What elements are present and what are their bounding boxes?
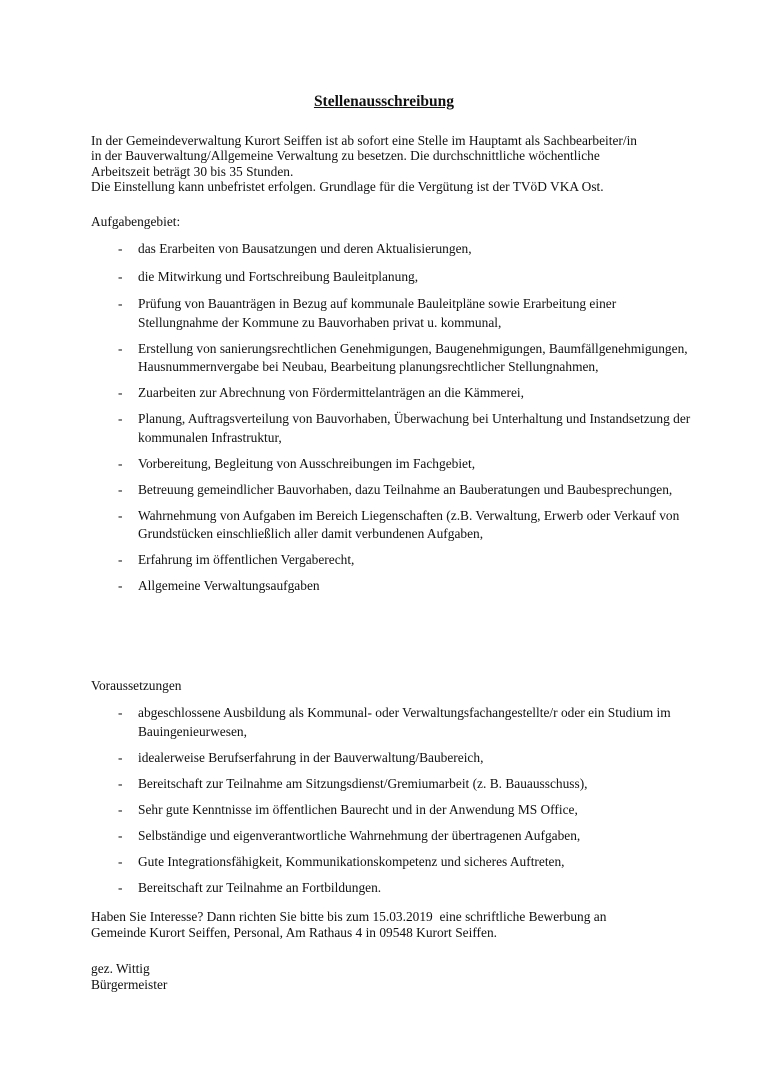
- closing-line: Gemeinde Kurort Seiffen, Personal, Am Rathaus 4 in 09548 Kurort Seiffen.: [91, 924, 497, 940]
- list-item: [91, 507, 691, 544]
- list-item: [91, 410, 691, 447]
- list-item: [91, 704, 691, 741]
- list-item: [91, 827, 691, 846]
- list-item-text: Prüfung von Bauanträgen in Bezug auf kommunale Bauleitpläne sowie Erarbeitung einer Stellungnahme der Kommune zu Bauvorhaben privat u. kommunal,: [138, 296, 617, 330]
- tasks-list: [91, 240, 691, 603]
- intro-paragraph: [91, 133, 711, 194]
- bullet-dash: -: [118, 749, 123, 765]
- list-item-text: Sehr gute Kenntnisse im öffentlichen Baurecht und in der Anwendung MS Office,: [138, 801, 578, 817]
- list-item: [91, 455, 691, 474]
- closing-line: Haben Sie Interesse? Dann richten Sie bitte bis zum 15.03.2019 eine schriftliche Bewerbung an: [91, 909, 607, 924]
- bullet-dash: -: [118, 879, 123, 895]
- list-item: [91, 749, 691, 768]
- bullet-dash: -: [118, 481, 123, 497]
- list-item-text: die Mitwirkung und Fortschreibung Bauleitplanung,: [138, 268, 419, 284]
- list-item-text: Planung, Auftragsverteilung von Bauvorhaben, Überwachung bei Unterhaltung und Instandsetzung der kommunalen Infrastruktur,: [138, 411, 691, 445]
- intro-line: in der Bauverwaltung/Allgemeine Verwaltung zu besetzen. Die durchschnittliche wöchentliche: [91, 148, 600, 164]
- bullet-dash: -: [118, 411, 123, 426]
- list-item-text: abgeschlossene Ausbildung als Kommunal- oder Verwaltungsfachangestellte/r oder ein Studium im Bauingenieurwesen,: [138, 705, 671, 739]
- list-item: [91, 775, 691, 794]
- bullet-dash: -: [118, 775, 123, 791]
- list-item: [91, 853, 691, 872]
- bullet-dash: -: [118, 705, 123, 720]
- list-item: [91, 295, 691, 332]
- list-item: [91, 240, 691, 259]
- requirements-list: [91, 704, 691, 905]
- list-item-text: idealerweise Berufserfahrung in der Bauverwaltung/Baubereich,: [138, 749, 484, 765]
- bullet-dash: -: [118, 827, 123, 843]
- list-item-text: Allgemeine Verwaltungsaufgaben: [138, 578, 320, 593]
- bullet-dash: -: [118, 853, 123, 869]
- list-item-text: das Erarbeiten von Bausatzungen und deren Aktualisierungen,: [138, 241, 472, 256]
- bullet-dash: -: [118, 552, 123, 567]
- bullet-dash: -: [118, 801, 123, 817]
- bullet-dash: -: [118, 268, 123, 284]
- bullet-dash: -: [118, 507, 123, 523]
- list-item-text: Bereitschaft zur Teilnahme am Sitzungsdienst/Gremiumarbeit (z. B. Bauausschuss),: [138, 775, 588, 791]
- intro-line: Arbeitszeit beträgt 30 bis 35 Stunden.: [91, 163, 294, 179]
- intro-line: Die Einstellung kann unbefristet erfolgen. Grundlage für die Vergütung ist der TVöD VKA Ost.: [91, 178, 604, 194]
- signature-title: Bürgermeister: [91, 976, 168, 992]
- list-item: [91, 879, 691, 898]
- signature-name: gez. Wittig: [91, 961, 150, 976]
- list-item-text: Bereitschaft zur Teilnahme an Fortbildungen.: [138, 879, 382, 895]
- list-item-text: Vorbereitung, Begleitung von Ausschreibungen im Fachgebiet,: [138, 455, 476, 471]
- list-item: [91, 481, 691, 500]
- intro-line: In der Gemeindeverwaltung Kurort Seiffen ist ab sofort eine Stelle im Hauptamt als Sachbearbeiter/in: [91, 133, 637, 148]
- signature-block: [91, 961, 167, 992]
- bullet-dash: -: [118, 241, 123, 256]
- list-item-text: Erfahrung im öffentlichen Vergaberecht,: [138, 552, 355, 567]
- closing-paragraph: [91, 909, 691, 940]
- bullet-dash: -: [118, 340, 123, 356]
- list-item: [91, 340, 691, 377]
- bullet-dash: -: [118, 578, 123, 593]
- page-title: Stellenausschreibung: [313, 93, 455, 110]
- bullet-dash: -: [118, 385, 123, 400]
- list-item: [91, 384, 691, 403]
- tasks-heading: Aufgabengebiet:: [91, 214, 181, 229]
- list-item: [91, 268, 691, 287]
- list-item-text: Zuarbeiten zur Abrechnung von Fördermittelanträgen an die Kämmerei,: [138, 385, 524, 400]
- list-item-text: Erstellung von sanierungsrechtlichen Genehmigungen, Baugenehmigungen, Baumfällgenehmigungen, Hausnummernvergabe bei Neubau, Bearbeitung planungsrechtlicher Stellungnahmen,: [138, 340, 688, 374]
- list-item: [91, 801, 691, 820]
- list-item-text: Betreuung gemeindlicher Bauvorhaben, dazu Teilnahme an Bauberatungen und Baubesprechungen,: [138, 481, 673, 497]
- requirements-heading: Voraussetzungen: [91, 678, 182, 693]
- list-item-text: Selbständige und eigenverantwortliche Wahrnehmung der übertragenen Aufgaben,: [138, 827, 581, 843]
- list-item-text: Gute Integrationsfähigkeit, Kommunikationskompetenz und sicheres Auftreten,: [138, 853, 565, 869]
- bullet-dash: -: [118, 296, 123, 311]
- list-item: [91, 551, 691, 570]
- bullet-dash: -: [118, 455, 123, 471]
- list-item-text: Wahrnehmung von Aufgaben im Bereich Liegenschaften (z.B. Verwaltung, Erwerb oder Verkauf von Grundstücken einschließlich aller damit verbundenen Aufgaben,: [138, 507, 680, 541]
- list-item: [91, 577, 691, 596]
